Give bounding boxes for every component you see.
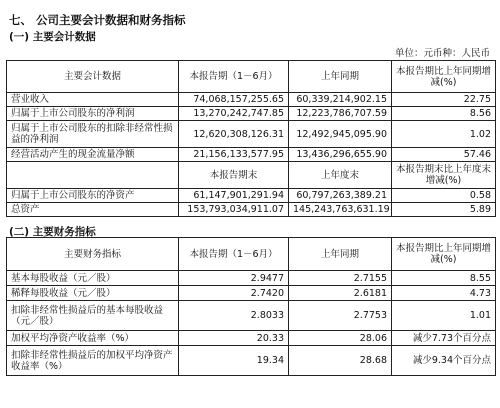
row-label: 归属于上市公司股东的扣除非经常性损益的净利润 [7,121,179,148]
header-cell: 本报告期比上年同期增减(%) [392,238,496,271]
value-cell: 19.34 [179,346,289,376]
value-cell: 145,243,763,631.19 [289,203,392,217]
financial-indicators-table [6,237,496,376]
row-label: 归属于上市公司股东的净资产 [7,189,179,203]
value-cell: 61,147,901,291.94 [179,189,289,203]
value-cell: 减少9.34个百分点 [392,346,496,376]
table-header-row [7,162,496,189]
header-cell: 上年同期 [289,238,392,271]
value-cell: 1.01 [392,301,496,331]
header-cell: 上年度末 [289,162,392,189]
table-row [7,189,496,203]
table-row [7,93,496,107]
value-cell: 13,270,242,747.85 [179,107,289,121]
value-cell: 22.75 [392,93,496,107]
table-row [7,271,496,286]
row-label: 稀释每股收益（元／股） [7,286,179,301]
value-cell: 减少7.73个百分点 [392,331,496,346]
row-label: 总资产 [7,203,179,217]
value-cell: 2.7420 [179,286,289,301]
value-cell: 4.73 [392,286,496,301]
value-cell: 57.46 [392,148,496,162]
value-cell: 74,068,157,255.65 [179,93,289,107]
value-cell: 60,339,214,902.15 [289,93,392,107]
header-cell: 本报告期末比上年度末增减(%) [392,162,496,189]
value-cell: 20.33 [179,331,289,346]
value-cell: 21,156,133,577.95 [179,148,289,162]
table-row [7,301,496,331]
value-cell: 2.7155 [289,271,392,286]
table-row [7,107,496,121]
value-cell: 60,797,263,389.21 [289,189,392,203]
table-row [7,121,496,148]
value-cell: 12,223,786,707.59 [289,107,392,121]
value-cell: 2.6181 [289,286,392,301]
row-label: 扣除非经常性损益后的基本每股收益（元／股） [7,301,179,331]
value-cell: 2.9477 [179,271,289,286]
header-cell: 本报告期末 [179,162,289,189]
table-header-row [7,238,496,271]
value-cell: 12,620,308,126.31 [179,121,289,148]
value-cell: 12,492,945,095.90 [289,121,392,148]
unit-line: 单位：元币种：人民币 [394,48,490,59]
table-row [7,203,496,217]
table-row [7,148,496,162]
table-row [7,286,496,301]
value-cell: 5.89 [392,203,496,217]
value-cell: 2.8033 [179,301,289,331]
subsection-title-accounting-data: (一) 主要会计数据 [9,31,96,43]
row-label: 加权平均净资产收益率（%） [7,331,179,346]
header-cell: 上年同期 [289,61,392,93]
value-cell: 13,436,296,655.90 [289,148,392,162]
row-label: 营业收入 [7,93,179,107]
table-row [7,346,496,376]
table-row [7,331,496,346]
table-header-row [7,61,496,93]
header-cell: 主要会计数据 [7,61,179,93]
header-cell: 本报告期（1－6月） [179,238,289,271]
row-label: 扣除非经常性损益后的加权平均净资产收益率（%） [7,346,179,376]
value-cell: 8.56 [392,107,496,121]
header-cell [7,162,179,189]
value-cell: 8.55 [392,271,496,286]
value-cell: 2.7753 [289,301,392,331]
accounting-data-table [6,60,496,217]
row-label: 基本每股收益（元／股） [7,271,179,286]
header-cell: 主要财务指标 [7,238,179,271]
value-cell: 28.06 [289,331,392,346]
value-cell: 0.58 [392,189,496,203]
section-title: 七、 公司主要会计数据和财务指标 [9,13,186,27]
value-cell: 153,793,034,911.07 [179,203,289,217]
subsection-title-financial-indicators: (二) 主要财务指标 [9,226,96,238]
header-cell: 本报告期（1－6月） [179,61,289,93]
row-label: 归属于上市公司股东的净利润 [7,107,179,121]
value-cell: 28.68 [289,346,392,376]
value-cell: 1.02 [392,121,496,148]
row-label: 经营活动产生的现金流量净额 [7,148,179,162]
header-cell: 本报告期比上年同期增减(%) [392,61,496,93]
